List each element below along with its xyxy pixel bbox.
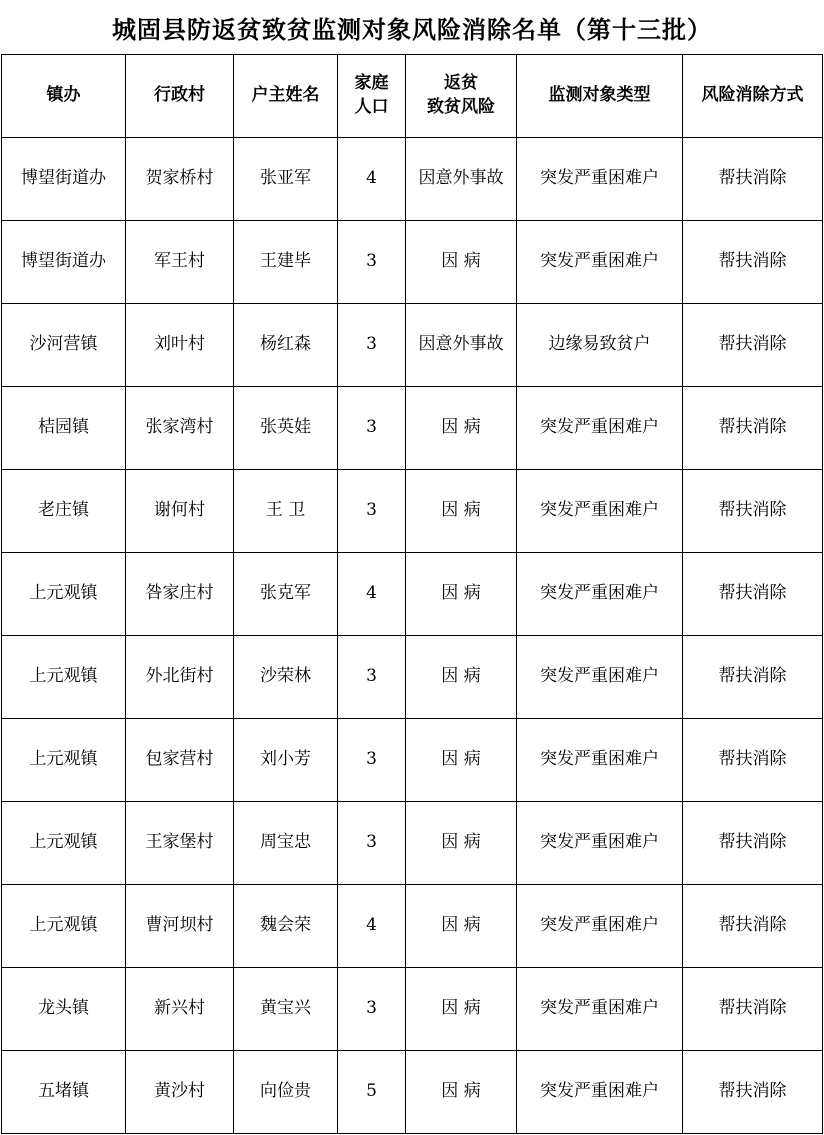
- cell-monitor-type: 突发严重困难户: [517, 719, 683, 802]
- cell-elimination-method: 帮扶消除: [683, 885, 823, 968]
- table-row: [2, 885, 823, 968]
- cell-village: 王家堡村: [126, 802, 234, 885]
- cell-householder: 黄宝兴: [234, 968, 338, 1051]
- cell-village: 咎家庄村: [126, 553, 234, 636]
- cell-householder: 向俭贵: [234, 1051, 338, 1134]
- header-monitor-type: 监测对象类型: [517, 55, 683, 138]
- cell-town: 龙头镇: [2, 968, 126, 1051]
- cell-risk: 因 病: [406, 885, 517, 968]
- table-row: [2, 802, 823, 885]
- table-row: [2, 221, 823, 304]
- cell-family-size: 4: [338, 138, 406, 221]
- cell-monitor-type: 突发严重困难户: [517, 885, 683, 968]
- cell-elimination-method: 帮扶消除: [683, 968, 823, 1051]
- cell-town: 桔园镇: [2, 387, 126, 470]
- cell-householder: 王建毕: [234, 221, 338, 304]
- header-elimination-method: 风险消除方式: [683, 55, 823, 138]
- cell-town: 上元观镇: [2, 719, 126, 802]
- cell-elimination-method: 帮扶消除: [683, 221, 823, 304]
- cell-monitor-type: 突发严重困难户: [517, 553, 683, 636]
- cell-householder: 杨红森: [234, 304, 338, 387]
- table-row: [2, 553, 823, 636]
- cell-town: 博望街道办: [2, 138, 126, 221]
- cell-risk: 因意外事故: [406, 304, 517, 387]
- cell-elimination-method: 帮扶消除: [683, 1051, 823, 1134]
- cell-householder: 刘小芳: [234, 719, 338, 802]
- cell-village: 新兴村: [126, 968, 234, 1051]
- cell-family-size: 3: [338, 636, 406, 719]
- cell-risk: 因 病: [406, 802, 517, 885]
- table-row: [2, 636, 823, 719]
- document-title: 城固县防返贫致贫监测对象风险消除名单（第十三批）: [112, 15, 712, 44]
- cell-family-size: 3: [338, 304, 406, 387]
- cell-elimination-method: 帮扶消除: [683, 553, 823, 636]
- header-risk: 返贫 致贫风险: [406, 55, 517, 138]
- cell-monitor-type: 边缘易致贫户: [517, 304, 683, 387]
- table-row: [2, 1051, 823, 1134]
- cell-elimination-method: 帮扶消除: [683, 470, 823, 553]
- cell-family-size: 3: [338, 802, 406, 885]
- cell-risk: 因 病: [406, 470, 517, 553]
- cell-family-size: 3: [338, 387, 406, 470]
- table-body: [2, 138, 823, 1134]
- cell-monitor-type: 突发严重困难户: [517, 636, 683, 719]
- table-row: [2, 719, 823, 802]
- cell-householder: 魏会荣: [234, 885, 338, 968]
- header-town: 镇办: [2, 55, 126, 138]
- cell-village: 张家湾村: [126, 387, 234, 470]
- cell-risk: 因 病: [406, 1051, 517, 1134]
- cell-monitor-type: 突发严重困难户: [517, 968, 683, 1051]
- cell-town: 上元观镇: [2, 636, 126, 719]
- table-row: [2, 968, 823, 1051]
- cell-householder: 周宝忠: [234, 802, 338, 885]
- cell-village: 谢何村: [126, 470, 234, 553]
- header-family-size: 家庭 人口: [338, 55, 406, 138]
- cell-elimination-method: 帮扶消除: [683, 636, 823, 719]
- cell-risk: 因 病: [406, 387, 517, 470]
- cell-family-size: 4: [338, 885, 406, 968]
- cell-householder: 张英娃: [234, 387, 338, 470]
- cell-family-size: 3: [338, 719, 406, 802]
- cell-family-size: 4: [338, 553, 406, 636]
- table-row: [2, 304, 823, 387]
- cell-village: 刘叶村: [126, 304, 234, 387]
- cell-monitor-type: 突发严重困难户: [517, 387, 683, 470]
- cell-risk: 因 病: [406, 553, 517, 636]
- cell-family-size: 3: [338, 470, 406, 553]
- cell-risk: 因 病: [406, 636, 517, 719]
- table-row: [2, 470, 823, 553]
- cell-elimination-method: 帮扶消除: [683, 387, 823, 470]
- risk-elimination-table: [1, 54, 823, 1134]
- cell-town: 五堵镇: [2, 1051, 126, 1134]
- table-header-row: [2, 55, 823, 138]
- cell-town: 博望街道办: [2, 221, 126, 304]
- cell-village: 贺家桥村: [126, 138, 234, 221]
- cell-family-size: 3: [338, 221, 406, 304]
- cell-elimination-method: 帮扶消除: [683, 138, 823, 221]
- cell-elimination-method: 帮扶消除: [683, 304, 823, 387]
- cell-monitor-type: 突发严重困难户: [517, 802, 683, 885]
- cell-householder: 沙荣林: [234, 636, 338, 719]
- header-householder: 户主姓名: [234, 55, 338, 138]
- cell-householder: 张克军: [234, 553, 338, 636]
- cell-village: 曹河坝村: [126, 885, 234, 968]
- table-row: [2, 138, 823, 221]
- cell-monitor-type: 突发严重困难户: [517, 138, 683, 221]
- cell-village: 军王村: [126, 221, 234, 304]
- cell-town: 沙河营镇: [2, 304, 126, 387]
- cell-elimination-method: 帮扶消除: [683, 719, 823, 802]
- cell-householder: 王 卫: [234, 470, 338, 553]
- cell-risk: 因意外事故: [406, 138, 517, 221]
- header-village: 行政村: [126, 55, 234, 138]
- cell-town: 上元观镇: [2, 885, 126, 968]
- cell-town: 上元观镇: [2, 802, 126, 885]
- cell-village: 黄沙村: [126, 1051, 234, 1134]
- cell-householder: 张亚军: [234, 138, 338, 221]
- cell-family-size: 3: [338, 968, 406, 1051]
- cell-village: 包家营村: [126, 719, 234, 802]
- cell-risk: 因 病: [406, 221, 517, 304]
- cell-elimination-method: 帮扶消除: [683, 802, 823, 885]
- cell-monitor-type: 突发严重困难户: [517, 470, 683, 553]
- cell-family-size: 5: [338, 1051, 406, 1134]
- cell-town: 上元观镇: [2, 553, 126, 636]
- cell-risk: 因 病: [406, 968, 517, 1051]
- cell-town: 老庄镇: [2, 470, 126, 553]
- cell-risk: 因 病: [406, 719, 517, 802]
- table-row: [2, 387, 823, 470]
- cell-monitor-type: 突发严重困难户: [517, 1051, 683, 1134]
- cell-monitor-type: 突发严重困难户: [517, 221, 683, 304]
- cell-village: 外北街村: [126, 636, 234, 719]
